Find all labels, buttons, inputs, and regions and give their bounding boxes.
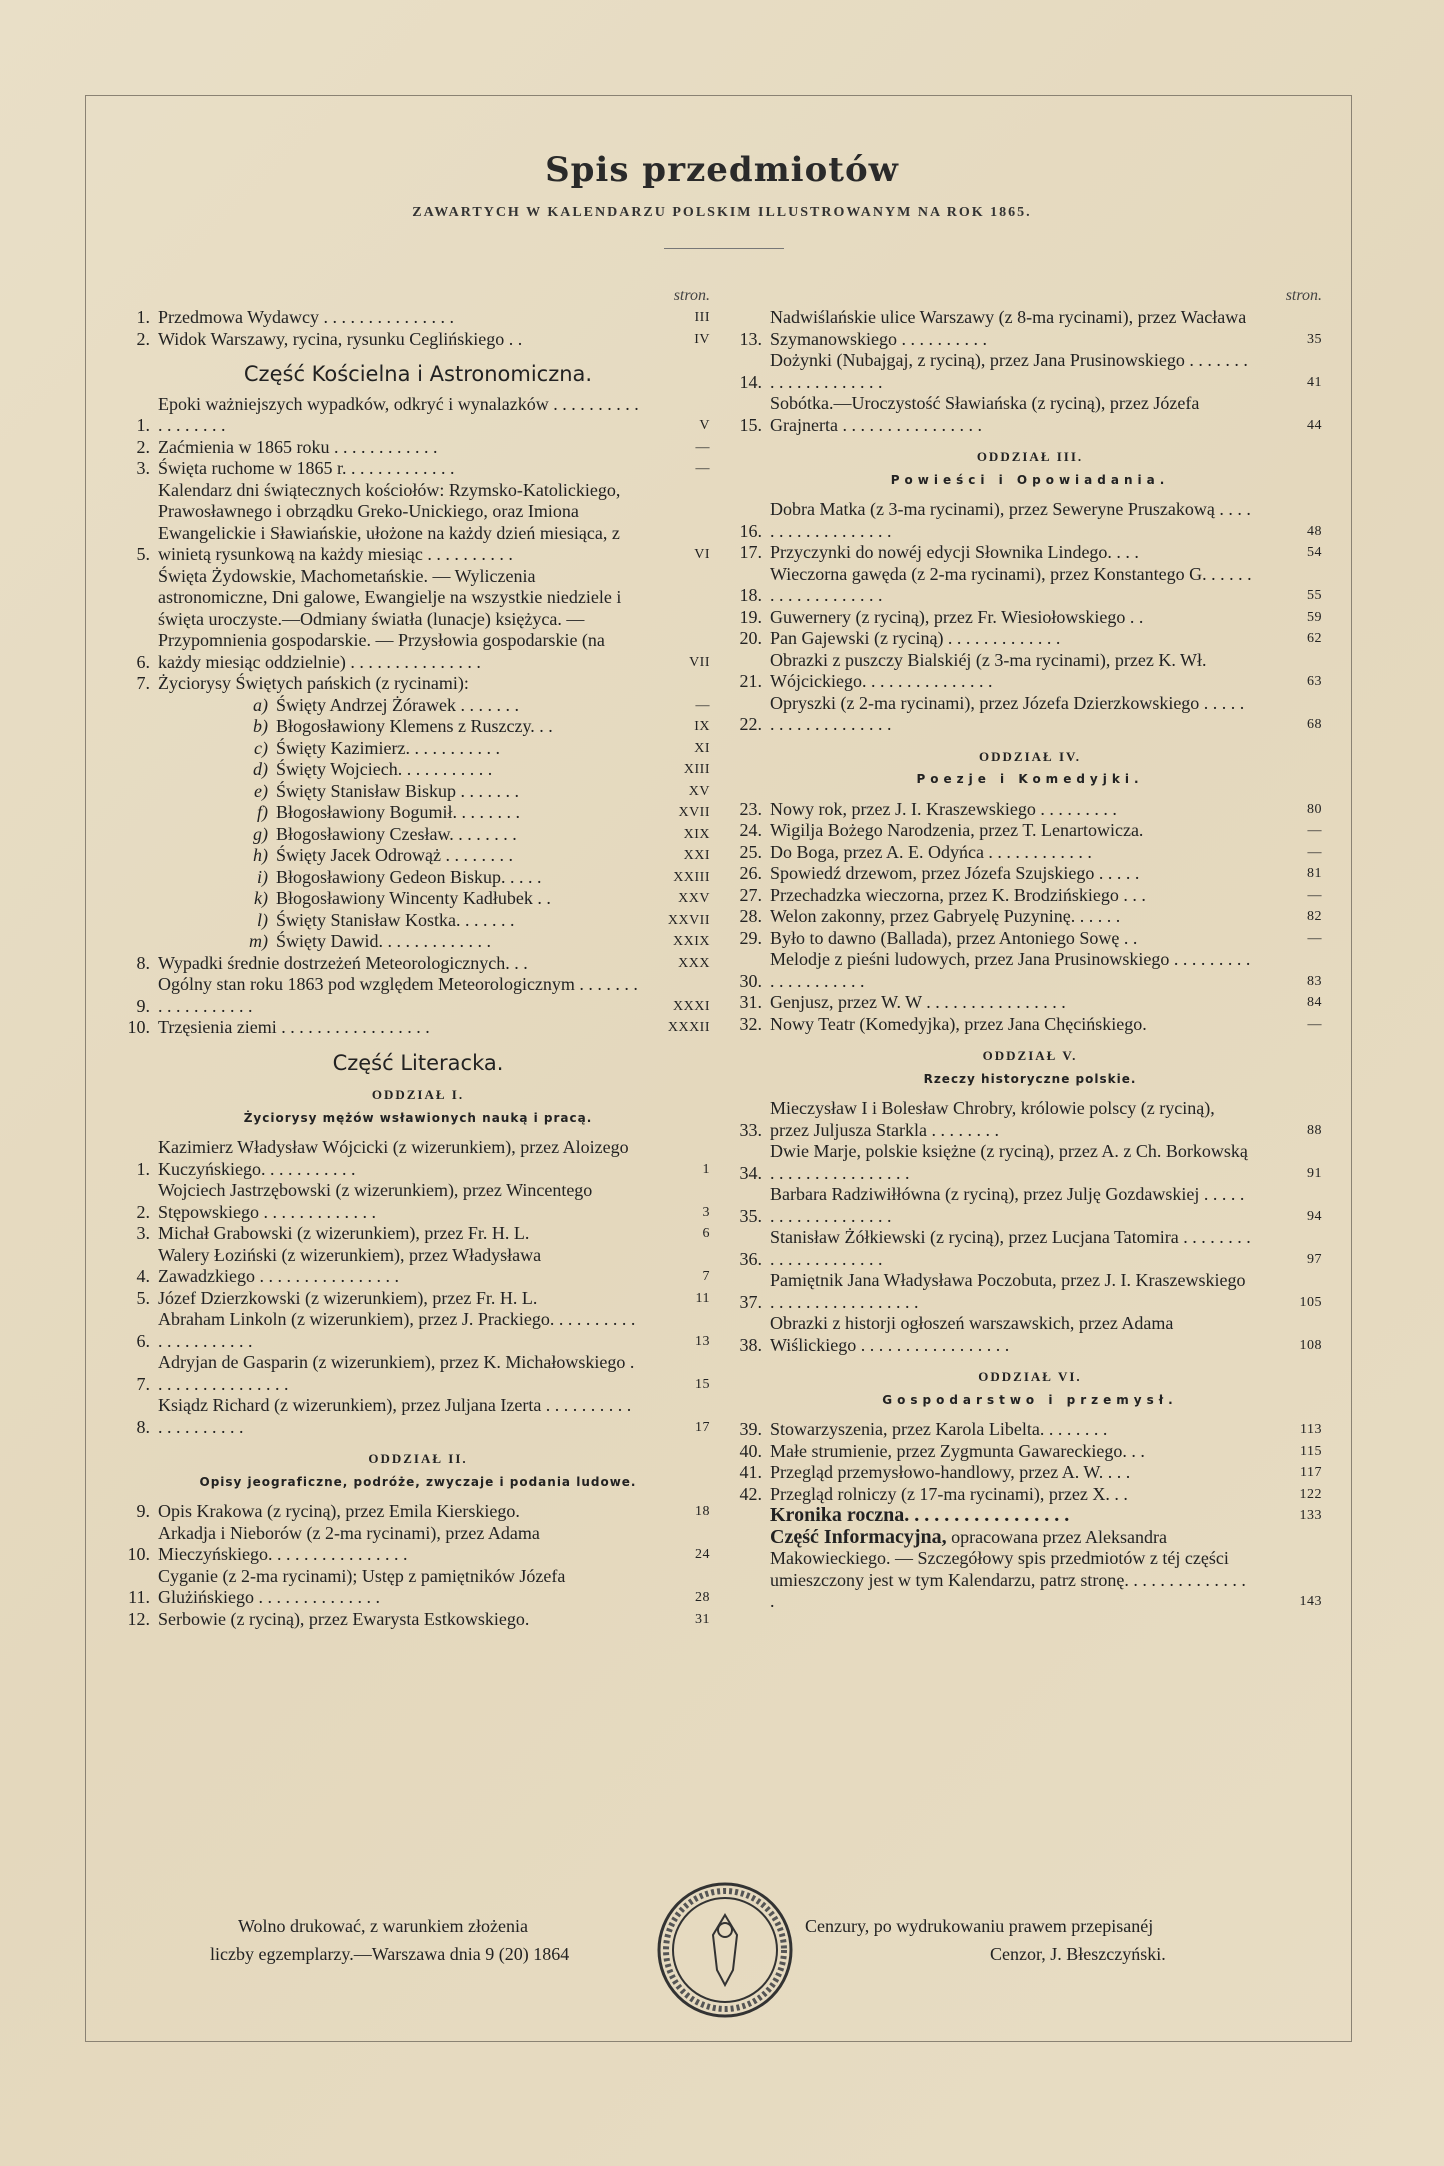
entry-number: 7. bbox=[136, 1373, 150, 1394]
toc-entry bbox=[730, 1184, 1330, 1227]
entry-text: Opis Krakowa (z ryciną), przez Emila Kierskiego. bbox=[158, 1501, 520, 1521]
entry-page: 59 bbox=[1307, 609, 1322, 625]
entry-text: Kalendarz dni świątecznych kościołów: Rzymsko-Katolickiego, Prawosławnego i obrządku Greko-Unickiego, oraz Imiona Ewangelickie i Sławiańskie, ułożone na każdy dzień miesiąca, z winietą rysunkową na każdy miesiąc . . . . . . . . . . bbox=[158, 479, 621, 564]
entry-number: 17. bbox=[739, 542, 762, 562]
entry-text: Przegląd przemysłowo-handlowy, przez A. W. . . . bbox=[770, 1462, 1131, 1482]
entry-page: 113 bbox=[1300, 1422, 1322, 1437]
entry-text: Małe strumienie, przez Zygmunta Gawareckiego. . . bbox=[770, 1440, 1145, 1461]
entry-page: 55 bbox=[1307, 588, 1322, 603]
entry-number: d) bbox=[253, 759, 268, 779]
entry-text: Widok Warszawy, rycina, rysunku Ceglińskiego . . bbox=[158, 328, 523, 349]
toc-entry bbox=[118, 695, 718, 717]
entry-page: VII bbox=[689, 654, 710, 670]
entry-page: XXX bbox=[678, 955, 710, 971]
right-column bbox=[730, 285, 1330, 1613]
toc-entry bbox=[118, 953, 718, 975]
entry-text: Welon zakonny, przez Gabryelę Puzyninę. . . . . . bbox=[770, 906, 1121, 926]
entry-text: Obrazki z puszczy Bialskiéj (z 3-ma rycinami), przez K. Wł. Wójcickiego. . . . . . . . . . . . . . . bbox=[770, 649, 1207, 691]
toc-entry bbox=[730, 1484, 1330, 1506]
division-subtitle: Życiorysy mężów wsławionych nauką i pracą. bbox=[243, 1110, 593, 1125]
toc-entry bbox=[730, 564, 1330, 607]
entry-number: 2. bbox=[136, 1201, 150, 1222]
entry-page: 122 bbox=[1299, 1486, 1322, 1502]
entry-number: 30. bbox=[739, 970, 762, 991]
entry-number: 3. bbox=[136, 1223, 150, 1243]
toc-entry bbox=[118, 781, 718, 803]
entry-page: XXI bbox=[683, 848, 710, 863]
toc-entry bbox=[118, 1501, 718, 1523]
entry-number: 5. bbox=[136, 1287, 150, 1308]
entry-text: Święty Jacek Odrowąż . . . . . . . . bbox=[276, 845, 513, 865]
toc-entry bbox=[118, 1245, 718, 1288]
entry-number: 18. bbox=[739, 585, 762, 605]
entry-page: XI bbox=[694, 740, 710, 756]
toc-entry bbox=[730, 307, 1330, 350]
toc-entry bbox=[730, 1462, 1330, 1484]
entry-page: — bbox=[695, 461, 710, 476]
entry-page: XXXII bbox=[667, 1020, 710, 1035]
toc-entry bbox=[730, 693, 1330, 736]
entry-number: 9. bbox=[136, 1501, 150, 1521]
toc-entry bbox=[730, 1227, 1330, 1270]
toc-entry bbox=[118, 802, 718, 824]
page-subtitle: ZAWARTYCH W KALENDARZU POLSKIM ILLUSTROWANYM NA ROK 1865. bbox=[412, 205, 1032, 220]
entry-number: 28. bbox=[739, 906, 762, 926]
entry-page: 35 bbox=[1307, 331, 1322, 347]
division-heading: ODDZIAŁ III. bbox=[976, 449, 1084, 464]
entry-page: 7 bbox=[702, 1269, 710, 1284]
footer-right-line1: Cenzury, po wydrukowaniu prawem przepisanéj bbox=[805, 1916, 1154, 1936]
entry-text: Święta Żydowskie, Machometańskie. — Wyliczenia astronomiczne, Dni galowe, Ewangielje na wszystkie niedziele i święta uroczyste.—Odmiany światła (lunacje) księżyca. — Przypomnienia gospodarskie. — Przysłowia gospodarskie (na każdy miesiąc oddzielnie) . . . . . . . . . . . . . . . bbox=[158, 565, 622, 672]
toc-entry bbox=[730, 1419, 1330, 1441]
entry-page: — bbox=[695, 697, 710, 713]
entry-number: 34. bbox=[739, 1162, 762, 1183]
toc-entry bbox=[118, 738, 718, 760]
entry-number: e) bbox=[254, 780, 268, 801]
division-heading: ODDZIAŁ V. bbox=[982, 1048, 1078, 1063]
entry-page: 62 bbox=[1307, 631, 1322, 646]
entry-text: Serbowie (z ryciną), przez Ewarysta Estkowskiego. bbox=[158, 1608, 530, 1629]
toc-entry bbox=[730, 949, 1330, 992]
toc-entry bbox=[730, 350, 1330, 393]
entry-page: 115 bbox=[1300, 1443, 1322, 1459]
entry-page: — bbox=[1307, 823, 1322, 838]
entry-page: VI bbox=[694, 547, 710, 562]
toc-entry bbox=[730, 628, 1330, 650]
toc-entry bbox=[118, 867, 718, 889]
entry-text: Obrazki z historji ogłoszeń warszawskich, przez Adama Wiślickiego . . . . . . . . . . . . . . . . . bbox=[770, 1313, 1174, 1355]
entry-text: Błogosławiony Czesław. . . . . . . . bbox=[276, 823, 517, 844]
entry-page: XXXI bbox=[673, 998, 710, 1014]
entry-number: 42. bbox=[739, 1483, 762, 1504]
entry-number: 22. bbox=[739, 714, 762, 734]
entry-number: 2. bbox=[136, 436, 150, 457]
entry-text: Święty Kazimierz. . . . . . . . . . . bbox=[276, 737, 500, 758]
entry-number: 10. bbox=[127, 1017, 150, 1037]
toc-entry bbox=[118, 845, 718, 867]
entry-page: 28 bbox=[695, 1590, 710, 1605]
entry-heading: Część Informacyjna, bbox=[770, 1525, 947, 1548]
division-subtitle: Rzeczy historyczne polskie. bbox=[923, 1071, 1137, 1086]
entry-text: Było to dawno (Ballada), przez Antoniego Sowę . . bbox=[770, 927, 1138, 948]
entry-number: 7. bbox=[136, 673, 150, 693]
entry-number: 32. bbox=[739, 1013, 762, 1034]
entry-number: 26. bbox=[739, 863, 762, 883]
entry-text: Abraham Linkoln (z wizerunkiem), przez J. Prackiego. . . . . . . . . . . . . . . . . . . . . bbox=[158, 1309, 636, 1351]
entry-number: 33. bbox=[739, 1119, 762, 1140]
entry-text: Genjusz, przez W. W . . . . . . . . . . . . . . . . bbox=[770, 992, 1066, 1012]
toc-entry bbox=[118, 1309, 718, 1352]
entry-number: 20. bbox=[739, 628, 762, 648]
toc-entry bbox=[730, 992, 1330, 1014]
entry-number: l) bbox=[257, 909, 268, 930]
toc-entry bbox=[118, 759, 718, 781]
toc-entry bbox=[730, 650, 1330, 693]
entry-page: — bbox=[1307, 1016, 1322, 1032]
entry-text: Ogólny stan roku 1863 pod względem Meteorologicznym . . . . . . . . . . . . . . . . . . bbox=[158, 974, 638, 1016]
entry-number: 15. bbox=[739, 414, 762, 435]
entry-page: IV bbox=[694, 331, 710, 347]
entry-number: b) bbox=[253, 716, 268, 736]
entry-number: 31. bbox=[739, 992, 762, 1012]
entry-text: Zaćmienia w 1865 roku . . . . . . . . . . . . bbox=[158, 436, 438, 457]
toc-entry bbox=[118, 716, 718, 738]
entry-text: Święty Stanisław Kostka. . . . . . . bbox=[276, 909, 515, 930]
toc-entry bbox=[118, 931, 718, 953]
toc-entry bbox=[118, 394, 718, 437]
toc-entry bbox=[118, 1288, 718, 1310]
entry-text: Stanisław Żółkiewski (z ryciną), przez Lucjana Tatomira . . . . . . . . . . . . . . . . . . . . . bbox=[770, 1227, 1251, 1269]
entry-number: 40. bbox=[739, 1440, 762, 1461]
toc-entry bbox=[730, 499, 1330, 542]
toc-entry bbox=[118, 1137, 718, 1180]
entry-number: 6. bbox=[136, 1330, 150, 1351]
entry-page: XIX bbox=[683, 826, 710, 842]
toc-entry bbox=[118, 1566, 718, 1609]
entry-number: k) bbox=[254, 888, 268, 908]
entry-number: 37. bbox=[739, 1291, 762, 1312]
entry-text: Święty Wojciech. . . . . . . . . . . bbox=[276, 759, 493, 779]
part-title-literary: Część Literacka. bbox=[332, 1050, 504, 1075]
entry-page: XXIX bbox=[673, 934, 710, 949]
toc-entry bbox=[730, 842, 1330, 864]
entry-text: Dwie Marje, polskie księżne (z ryciną), przez A. z Ch. Borkowską . . . . . . . . . . . . . . . . bbox=[770, 1141, 1248, 1183]
page-title: Spis przedmiotów bbox=[545, 150, 899, 190]
entry-page: XXV bbox=[678, 891, 710, 906]
divider bbox=[664, 248, 784, 249]
entry-number: 6. bbox=[136, 651, 150, 672]
entry-text: Przedmowa Wydawcy . . . . . . . . . . . . . . . bbox=[158, 307, 455, 327]
entry-text: Nowy Teatr (Komedyjka), przez Jana Chęcińskiego. bbox=[770, 1013, 1147, 1034]
entry-page: 80 bbox=[1307, 801, 1322, 817]
entry-text: Przegląd rolniczy (z 17-ma rycinami), przez X. . . bbox=[770, 1483, 1128, 1504]
entry-text: Pan Gajewski (z ryciną) . . . . . . . . . . . . . bbox=[770, 628, 1061, 648]
entry-number: 25. bbox=[739, 841, 762, 862]
toc-entry bbox=[118, 480, 718, 566]
entry-text: Arkadja i Nieborów (z 2-ma rycinami), przez Adama Mieczyńskiego. . . . . . . . . . . . . . . . bbox=[158, 1522, 540, 1564]
entry-text: Michał Grabowski (z wizerunkiem), przez Fr. H. L. bbox=[158, 1223, 530, 1243]
division-subtitle: Powieści i Opowiadania. bbox=[890, 472, 1170, 487]
division-heading: ODDZIAŁ IV. bbox=[979, 748, 1081, 764]
footer-censor: Cenzor, J. Błeszczyński. bbox=[990, 1944, 1166, 1964]
entry-page: III bbox=[694, 310, 710, 325]
entry-page: 1 bbox=[702, 1161, 710, 1177]
toc-entry bbox=[730, 1270, 1330, 1313]
entry-page: XXVII bbox=[667, 912, 710, 928]
entry-number: 24. bbox=[739, 820, 762, 840]
entry-number: 12. bbox=[127, 1608, 150, 1629]
entry-number: 1. bbox=[136, 415, 150, 435]
entry-page: 83 bbox=[1307, 973, 1322, 989]
entry-text: Błogosławiony Gedeon Biskup. . . . . bbox=[276, 866, 542, 887]
entry-number: 27. bbox=[739, 884, 762, 905]
toc-entry bbox=[730, 607, 1330, 629]
entry-number: 29. bbox=[739, 927, 762, 948]
toc-entry bbox=[118, 974, 718, 1017]
entry-page: — bbox=[1307, 887, 1322, 903]
toc-entry bbox=[118, 1609, 718, 1631]
toc-entry bbox=[730, 1441, 1330, 1463]
entry-text: Błogosławiony Wincenty Kadłubek . . bbox=[276, 888, 551, 908]
entry-page: 13 bbox=[695, 1333, 710, 1349]
entry-text: Adryjan de Gasparin (z wizerunkiem), przez K. Michałowskiego . . . . . . . . . . . . . . . . bbox=[158, 1352, 635, 1394]
censor-seal-icon bbox=[655, 1880, 795, 2020]
entry-page: — bbox=[695, 439, 710, 455]
toc-entry bbox=[730, 1313, 1330, 1356]
entry-page: XVII bbox=[678, 805, 710, 820]
entry-text: Błogosławiony Klemens z Ruszczy. . . bbox=[276, 716, 553, 736]
toc-entry bbox=[118, 1017, 718, 1039]
toc-entry bbox=[118, 1523, 718, 1566]
division-heading: ODDZIAŁ II. bbox=[368, 1451, 468, 1466]
entry-text: opracowana przez Aleksandra Makowieckiego. — Szczegółowy spis przedmiotów z téj części umieszczony jest w tym Kalendarzu, patrz stronę. . . . . . . . . . . . . . . bbox=[770, 1526, 1246, 1611]
entry-page: 11 bbox=[695, 1290, 710, 1306]
toc-entry bbox=[730, 1505, 1330, 1527]
toc-entry bbox=[118, 329, 718, 351]
toc-entry bbox=[730, 1141, 1330, 1184]
entry-text: Kronika roczna. . . . . . . . . . . . . . . . . bbox=[770, 1504, 1070, 1526]
entry-page: 68 bbox=[1307, 717, 1322, 732]
entry-text: Kazimierz Władysław Wójcicki (z wizerunkiem), przez Aloizego Kuczyńskiego. . . . . . . . . . . bbox=[158, 1137, 629, 1179]
pages-header: stron. bbox=[673, 287, 710, 304]
entry-text: Spowiedź drzewom, przez Józefa Szujskiego . . . . . bbox=[770, 863, 1140, 883]
entry-text: Święty Dawid. . . . . . . . . . . . . bbox=[276, 931, 491, 951]
entry-text: Barbara Radziwiłłówna (z ryciną), przez Julję Gozdawskiej . . . . . . . . . . . . . . . . . . . bbox=[770, 1184, 1245, 1226]
entry-number: a) bbox=[253, 694, 268, 715]
entry-page: — bbox=[1307, 844, 1322, 860]
toc-entry bbox=[730, 542, 1330, 564]
footer-left-line1: Wolno drukować, z warunkiem złożenia bbox=[238, 1916, 528, 1936]
entry-page: 82 bbox=[1307, 909, 1322, 924]
entry-number: g) bbox=[253, 823, 268, 844]
entry-page: 133 bbox=[1299, 1508, 1322, 1523]
entry-text: Święty Andrzej Żórawek . . . . . . . bbox=[276, 694, 519, 715]
entry-page: 54 bbox=[1307, 545, 1322, 560]
entry-number: 14. bbox=[739, 371, 762, 392]
toc-entry bbox=[118, 824, 718, 846]
entry-text: Nadwiślańskie ulice Warszawy (z 8-ma rycinami), przez Wacława Szymanowskiego . . . . . . . . . . bbox=[770, 307, 1247, 349]
entry-number: f) bbox=[257, 802, 268, 822]
entry-number: 11. bbox=[128, 1587, 150, 1607]
entry-text: Cyganie (z 2-ma rycinami); Ustęp z pamiętników Józefa Glużińskiego . . . . . . . . . . . . . . bbox=[158, 1565, 566, 1607]
entry-text: Melodje z pieśni ludowych, przez Jana Prusinowskiego . . . . . . . . . . . . . . . . . . . . bbox=[770, 949, 1251, 991]
entry-page: 3 bbox=[702, 1204, 710, 1220]
entry-number: 1. bbox=[136, 1158, 150, 1179]
division-subtitle: Opisy jeograficzne, podróże, zwyczaje i podania ludowe. bbox=[199, 1474, 637, 1489]
entry-page: 17 bbox=[695, 1419, 710, 1435]
entry-page: 117 bbox=[1300, 1465, 1322, 1480]
entry-number: 41. bbox=[739, 1462, 762, 1482]
entry-text: Stowarzyszenia, przez Karola Libelta. . . . . . . . bbox=[770, 1419, 1108, 1439]
entry-text: Dobra Matka (z 3-ma rycinami), przez Seweryne Pruszakową . . . . . . . . . . . . . . . . . . bbox=[770, 499, 1251, 541]
entry-number: 8. bbox=[136, 952, 150, 973]
entry-number: 13. bbox=[739, 328, 762, 349]
entry-text: Pamiętnik Jana Władysława Poczobuta, przez J. I. Kraszewskiego . . . . . . . . . . . . . . . . . bbox=[770, 1270, 1246, 1312]
entry-text: Nowy rok, przez J. I. Kraszewskiego . . . . . . . . . bbox=[770, 798, 1117, 819]
entry-number: 19. bbox=[739, 606, 762, 627]
entry-number: i) bbox=[257, 866, 268, 887]
toc-entry bbox=[118, 1223, 718, 1245]
entry-text: Dożynki (Nubajgaj, z ryciną), przez Jana Prusinowskiego . . . . . . . . . . . . . . . . . . . . bbox=[770, 350, 1248, 392]
entry-text: Trzęsienia ziemi . . . . . . . . . . . . . . . . . bbox=[158, 1017, 430, 1037]
toc-entry bbox=[118, 307, 718, 329]
entry-page: 91 bbox=[1307, 1165, 1322, 1181]
toc-entry bbox=[730, 1098, 1330, 1141]
entry-text: Do Boga, przez A. E. Odyńca . . . . . . . . . . . . bbox=[770, 841, 1092, 862]
entry-number: 16. bbox=[739, 520, 762, 541]
entry-page: 48 bbox=[1307, 523, 1322, 539]
toc-entry bbox=[118, 673, 718, 695]
entry-page: 105 bbox=[1299, 1294, 1322, 1310]
entry-number: 39. bbox=[739, 1419, 762, 1439]
toc-entry bbox=[730, 928, 1330, 950]
entry-number: 38. bbox=[739, 1334, 762, 1355]
entry-page: 108 bbox=[1299, 1337, 1322, 1353]
toc-entry bbox=[730, 863, 1330, 885]
entry-number: 23. bbox=[739, 798, 762, 819]
entry-text: Mieczysław I i Bolesław Chrobry, królowie polscy (z ryciną), przez Juljusza Starkla . . . . . . . . bbox=[770, 1098, 1215, 1140]
entry-text: Święta ruchome w 1865 r. . . . . . . . . . . . . bbox=[158, 458, 455, 478]
toc-entry bbox=[118, 888, 718, 910]
entry-number: 10. bbox=[127, 1544, 150, 1564]
entry-page: 15 bbox=[695, 1376, 710, 1392]
entry-page: 44 bbox=[1307, 417, 1322, 433]
entry-text: Przyczynki do nowéj edycji Słownika Lindego. . . . bbox=[770, 542, 1139, 562]
toc-entry bbox=[118, 437, 718, 459]
entry-text: Wojciech Jastrzębowski (z wizerunkiem), przez Wincentego Stępowskiego . . . . . . . . . . . . . bbox=[158, 1180, 593, 1222]
left-column bbox=[118, 285, 718, 1630]
entry-text: Guwernery (z ryciną), przez Fr. Wiesiołowskiego . . bbox=[770, 606, 1144, 627]
entry-page: XIII bbox=[683, 762, 710, 777]
entry-text: Józef Dzierzkowski (z wizerunkiem), przez Fr. H. L. bbox=[158, 1287, 538, 1308]
entry-text: Życiorysy Świętych pańskich (z rycinami): bbox=[158, 673, 469, 693]
entry-number: 36. bbox=[739, 1248, 762, 1269]
toc-entry bbox=[118, 1395, 718, 1438]
entry-page: 24 bbox=[695, 1547, 710, 1562]
entry-page: IX bbox=[694, 719, 710, 734]
entry-page: 63 bbox=[1307, 674, 1322, 689]
pages-header: stron. bbox=[1285, 287, 1322, 304]
footer-left-line2: liczby egzemplarzy.—Warszawa dnia 9 (20) 1864 bbox=[210, 1944, 570, 1964]
toc-entry bbox=[118, 458, 718, 480]
toc-entry bbox=[730, 1527, 1330, 1613]
division-heading: ODDZIAŁ I. bbox=[371, 1087, 465, 1102]
division-heading: ODDZIAŁ VI. bbox=[978, 1369, 1082, 1384]
entry-page: 88 bbox=[1307, 1122, 1322, 1138]
entry-page: 143 bbox=[1299, 1594, 1322, 1609]
entry-page: 6 bbox=[702, 1226, 710, 1241]
entry-text: Sobótka.—Uroczystość Sławiańska (z ryciną), przez Józefa Grajnerta . . . . . . . . . . . . . . . . bbox=[770, 393, 1200, 435]
entry-text: Walery Łoziński (z wizerunkiem), przez Władysława Zawadzkiego . . . . . . . . . . . . . . . . bbox=[158, 1244, 542, 1286]
toc-entry bbox=[730, 393, 1330, 436]
toc-entry bbox=[118, 1180, 718, 1223]
entry-page: 81 bbox=[1307, 866, 1322, 881]
entry-page: 84 bbox=[1307, 995, 1322, 1010]
toc-entry bbox=[730, 1014, 1330, 1036]
entry-number: h) bbox=[253, 845, 268, 865]
entry-number: 4. bbox=[136, 1266, 150, 1286]
toc-entry bbox=[118, 1352, 718, 1395]
entry-page: 41 bbox=[1307, 374, 1322, 390]
entry-number: 5. bbox=[136, 544, 150, 564]
entry-number: 35. bbox=[739, 1205, 762, 1226]
entry-page: XV bbox=[688, 783, 710, 799]
entry-number: 1. bbox=[136, 307, 150, 327]
toc-entry bbox=[730, 885, 1330, 907]
toc-entry bbox=[118, 910, 718, 932]
entry-page: — bbox=[1307, 930, 1322, 946]
entry-text: Błogosławiony Bogumił. . . . . . . . bbox=[276, 802, 521, 822]
entry-text: Ksiądz Richard (z wizerunkiem), przez Juljana Izerta . . . . . . . . . . . . . . . . . . . . bbox=[158, 1395, 632, 1437]
entry-text: Święty Stanisław Biskup . . . . . . . bbox=[276, 780, 520, 801]
entry-page: 18 bbox=[695, 1504, 710, 1519]
entry-text: Wieczorna gawęda (z 2-ma rycinami), przez Konstantego G. . . . . . . . . . . . . . . . . . . bbox=[770, 563, 1252, 605]
entry-page: 94 bbox=[1307, 1208, 1322, 1224]
entry-number: c) bbox=[254, 737, 268, 758]
entry-number: 8. bbox=[136, 1416, 150, 1437]
entry-page: XXIII bbox=[673, 869, 710, 885]
entry-text: Opryszki (z 2-ma rycinami), przez Józefa Dzierzkowskiego . . . . . . . . . . . . . . . . . . . bbox=[770, 692, 1245, 734]
entry-number: m) bbox=[249, 931, 268, 951]
part-title-church: Część Kościelna i Astronomiczna. bbox=[243, 362, 593, 386]
entry-number: 9. bbox=[136, 995, 150, 1016]
division-subtitle: Poezje i Komedyjki. bbox=[916, 772, 1144, 786]
entry-text: Wypadki średnie dostrzeżeń Meteorologicznych. . . bbox=[158, 952, 528, 973]
entry-page: 97 bbox=[1307, 1251, 1322, 1267]
division-subtitle: Gospodarstwo i przemysł. bbox=[882, 1392, 1178, 1407]
entry-number: 2. bbox=[136, 328, 150, 349]
toc-entry bbox=[730, 820, 1330, 842]
entry-text: Przechadzka wieczorna, przez K. Brodzińskiego . . . bbox=[770, 884, 1146, 905]
toc-entry bbox=[730, 799, 1330, 821]
entry-number: 21. bbox=[739, 671, 762, 691]
toc-entry bbox=[730, 906, 1330, 928]
entry-number: 3. bbox=[136, 458, 150, 478]
entry-text: Wigilja Bożego Narodzenia, przez T. Lenartowicza. bbox=[770, 820, 1144, 840]
entry-page: V bbox=[699, 418, 710, 433]
entry-text: Epoki ważniejszych wypadków, odkryć i wynalazków . . . . . . . . . . . . . . . . . . bbox=[158, 393, 639, 435]
toc-entry bbox=[118, 566, 718, 674]
entry-page: 31 bbox=[695, 1611, 710, 1627]
